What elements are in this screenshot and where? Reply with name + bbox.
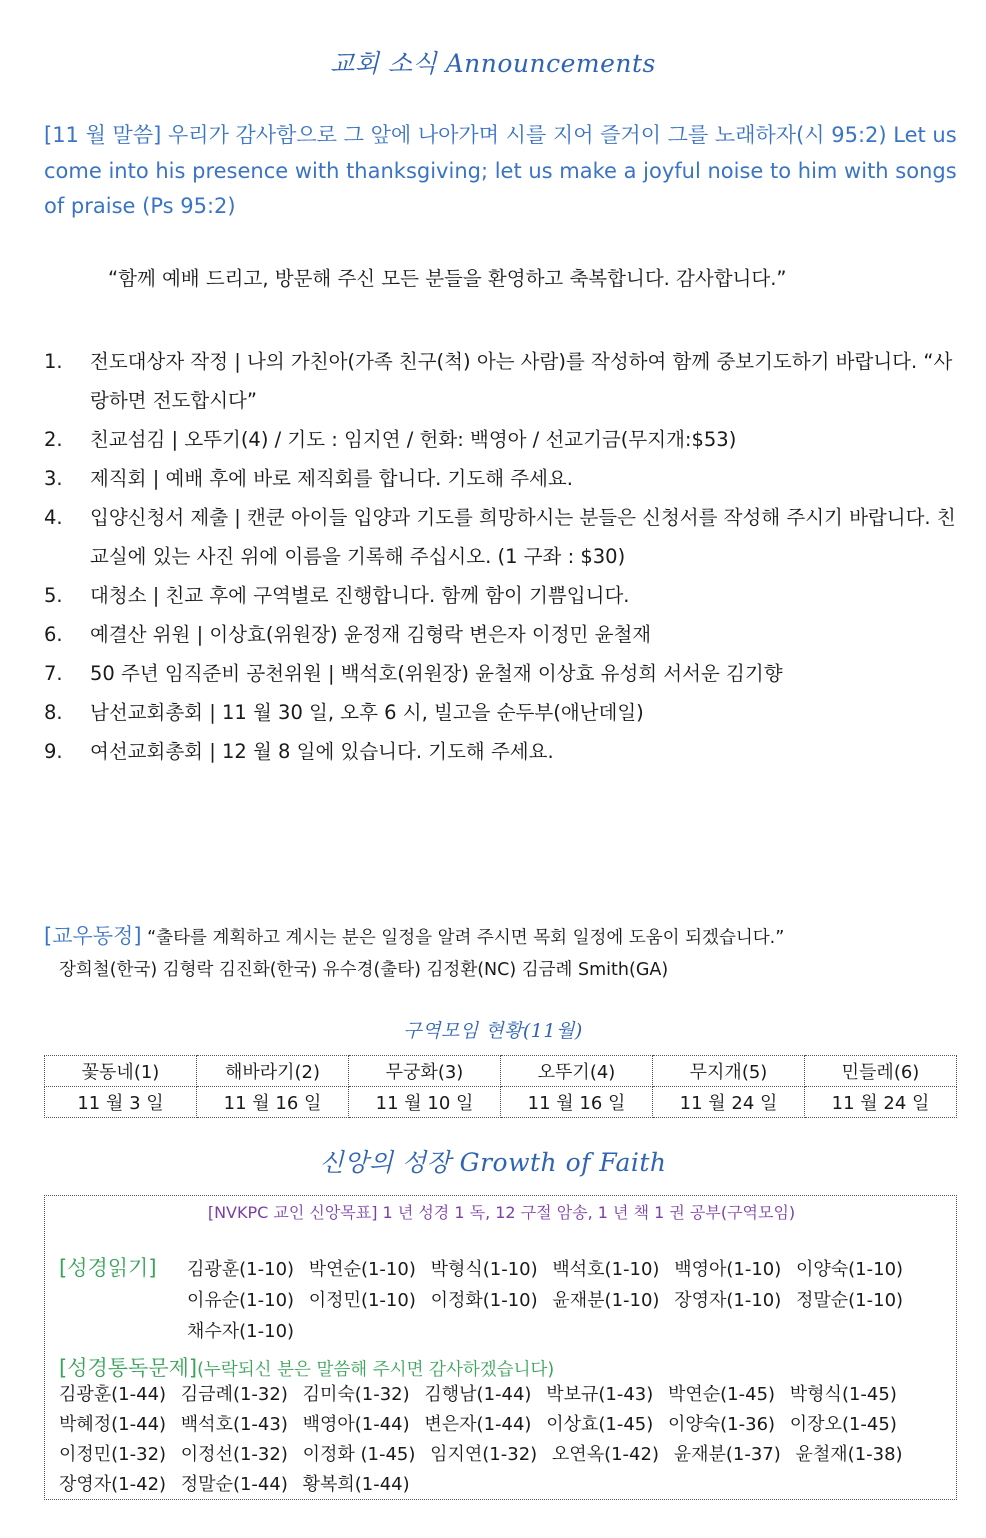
bible-reading-label: [성경읽기] [59,1256,157,1280]
item-number: 5. [44,584,63,607]
item-text: 남선교회총회 | 11 월 30 일, 오후 6 시, 빌고을 순두부(애난데일) [90,701,644,724]
member-news-names: 장희철(한국) 김형락 김진화(한국) 유수경(출타) 김정환(NC) 김금례 Smith(GA) [59,960,669,980]
announcement-item [44,420,956,459]
group-date-cell: 11 월 16 일 [197,1087,349,1118]
name-entry: 이양숙(1-10) [795,1259,904,1280]
item-text: 여선교회총회 | 12 월 8 일에 있습니다. 기도해 주세요. [90,740,554,763]
announcement-item [44,693,956,732]
item-text: 예결산 위원 | 이상효(위원장) 윤정재 김형락 변은자 이정민 윤철재 [90,623,652,646]
name-entry: 백영아(1-44) [302,1414,410,1435]
item-number: 7. [44,662,63,685]
name-entry: 윤재분(1-10) [552,1290,660,1311]
name-entry: 채수자(1-10) [187,1321,295,1342]
item-number: 9. [44,740,63,763]
member-news-line [44,920,954,954]
item-number: 3. [44,467,63,490]
item-number: 6. [44,623,63,646]
name-entry: 장영자(1-42) [59,1474,167,1495]
name-entry: 임지연(1-32) [430,1444,538,1465]
group-name-cell: 무궁화(3) [349,1056,501,1087]
item-text: 50 주년 임직준비 공천위원 | 백석호(위원장) 윤철재 이상효 유성희 서서운 김기향 [90,662,783,685]
name-entry: 이양숙(1-36) [667,1414,776,1435]
name-entry: 이정민(1-32) [59,1444,167,1465]
name-entry: 김금례(1-32) [180,1384,288,1405]
group-name-cell: 민들레(6) [805,1056,957,1087]
faith-goal: [NVKPC 교인 신앙목표] 1 년 성경 1 독, 12 구절 암송, 1 년 책 1 권 공부(구역모임) [207,1203,796,1222]
name-entry: 정말순(1-44) [180,1474,288,1495]
announcement-item [44,342,956,420]
announcements-heading: 교회 소식 Announcements [330,49,656,78]
group-meeting-table [44,1055,957,1118]
item-text: 입양신청서 제출 | 캔쿤 아이들 입양과 기도를 희망하시는 분들은 신청서를 작성해 주시기 바랍니다. 친교실에 있는 사진 위에 이름을 기록해 주십시오. (1 구좌 : $30) [90,506,956,568]
table-row [45,1056,957,1087]
announcement-list [44,342,956,771]
item-number: 4. [44,506,63,529]
announcement-item [44,615,956,654]
growth-heading: 신앙의 성장 Growth of Faith [319,1148,667,1177]
group-date-cell: 11 월 16 일 [501,1087,653,1118]
growth-box [44,1195,957,1500]
bible-quiz-list [59,1380,955,1500]
group-date-cell: 11 월 24 일 [653,1087,805,1118]
name-entry: 박혜정(1-44) [59,1414,167,1435]
name-entry: 박연순(1-45) [667,1384,776,1405]
item-text: 친교섬김 | 오뚜기(4) / 기도 : 임지연 / 헌화: 백영아 / 선교기금(무지개:$53) [90,428,737,451]
name-entry: 오연옥(1-42) [551,1444,659,1465]
announcement-item [44,732,956,771]
item-number: 1. [44,350,63,373]
item-number: 8. [44,701,63,724]
group-name-cell: 오뚜기(4) [501,1056,653,1087]
announcement-item [44,459,956,498]
name-entry: 백영아(1-10) [674,1259,782,1280]
announcement-item [44,498,956,576]
name-entry: 김광훈(1-44) [59,1384,167,1405]
item-text: 전도대상자 작정 | 나의 가친아(가족 친구(척) 아는 사람)를 작성하여 함께 중보기도하기 바랍니다. “사랑하면 전도합시다” [90,350,953,412]
name-entry: 김미숙(1-32) [302,1384,410,1405]
bible-quiz-label [59,1352,554,1382]
name-entry: 박형식(1-45) [789,1384,897,1405]
monthly-verse: [11 월 말씀] 우리가 감사함으로 그 앞에 나아가며 시를 지어 즐거이 그를 노래하자(시 95:2) Let us come into his presence with thanksgiving; let us make a joyful noise to him with songs of praise (Ps 95:2) [44,123,957,218]
name-entry: 백석호(1-43) [180,1414,288,1435]
name-entry: 박연순(1-10) [308,1259,416,1280]
group-name-cell: 꽃동네(1) [45,1056,197,1087]
bible-quiz-title: [성경통독문제] [59,1356,198,1380]
member-news-message: “출타를 계획하고 계시는 분은 일정을 알려 주시면 목회 일정에 도움이 되겠습니다.” [147,928,785,948]
item-number: 2. [44,428,63,451]
announcement-item [44,654,956,693]
name-entry: 이상효(1-45) [546,1414,654,1435]
group-date-cell: 11 월 3 일 [45,1087,197,1118]
name-entry: 윤재분(1-37) [673,1444,781,1465]
name-entry: 이유순(1-10) [187,1290,295,1311]
name-entry: 정말순(1-10) [795,1290,904,1311]
name-entry: 변은자(1-44) [424,1414,532,1435]
item-text: 대청소 | 친교 후에 구역별로 진행합니다. 함께 함이 기쁨입니다. [90,584,630,607]
name-entry: 김행남(1-44) [424,1384,532,1405]
name-entry: 김광훈(1-10) [187,1259,295,1280]
name-entry: 이장오(1-45) [789,1414,897,1435]
group-name-cell: 해바라기(2) [197,1056,349,1087]
group-status-heading: 구역모임 현황(11월) [403,1020,583,1042]
group-date-cell: 11 월 10 일 [349,1087,501,1118]
name-entry: 이정민(1-10) [308,1290,416,1311]
name-entry: 이정화(1-10) [430,1290,538,1311]
table-row [45,1087,957,1118]
name-entry: 이정화 (1-45) [302,1444,416,1465]
item-text: 제직회 | 예배 후에 바로 제직회를 합니다. 기도해 주세요. [90,467,573,490]
bible-reading-list [187,1254,957,1347]
name-entry: 이정선(1-32) [180,1444,288,1465]
name-entry: 황복희(1-44) [302,1474,410,1495]
group-date-cell: 11 월 24 일 [805,1087,957,1118]
name-entry: 윤철재(1-38) [795,1444,903,1465]
name-entry: 장영자(1-10) [674,1290,782,1311]
welcome-message: “함께 예배 드리고, 방문해 주신 모든 분들을 환영하고 축복합니다. 감사합니다.” [108,267,787,290]
announcement-item [44,576,956,615]
member-news-tag: [교우동정] [44,924,142,948]
name-entry: 박보규(1-43) [546,1384,654,1405]
member-news [44,920,954,986]
name-entry: 백석호(1-10) [552,1259,660,1280]
group-name-cell: 무지개(5) [653,1056,805,1087]
name-entry: 박형식(1-10) [430,1259,538,1280]
bible-quiz-note: (누락되신 분은 말씀해 주시면 감사하겠습니다) [197,1360,555,1380]
